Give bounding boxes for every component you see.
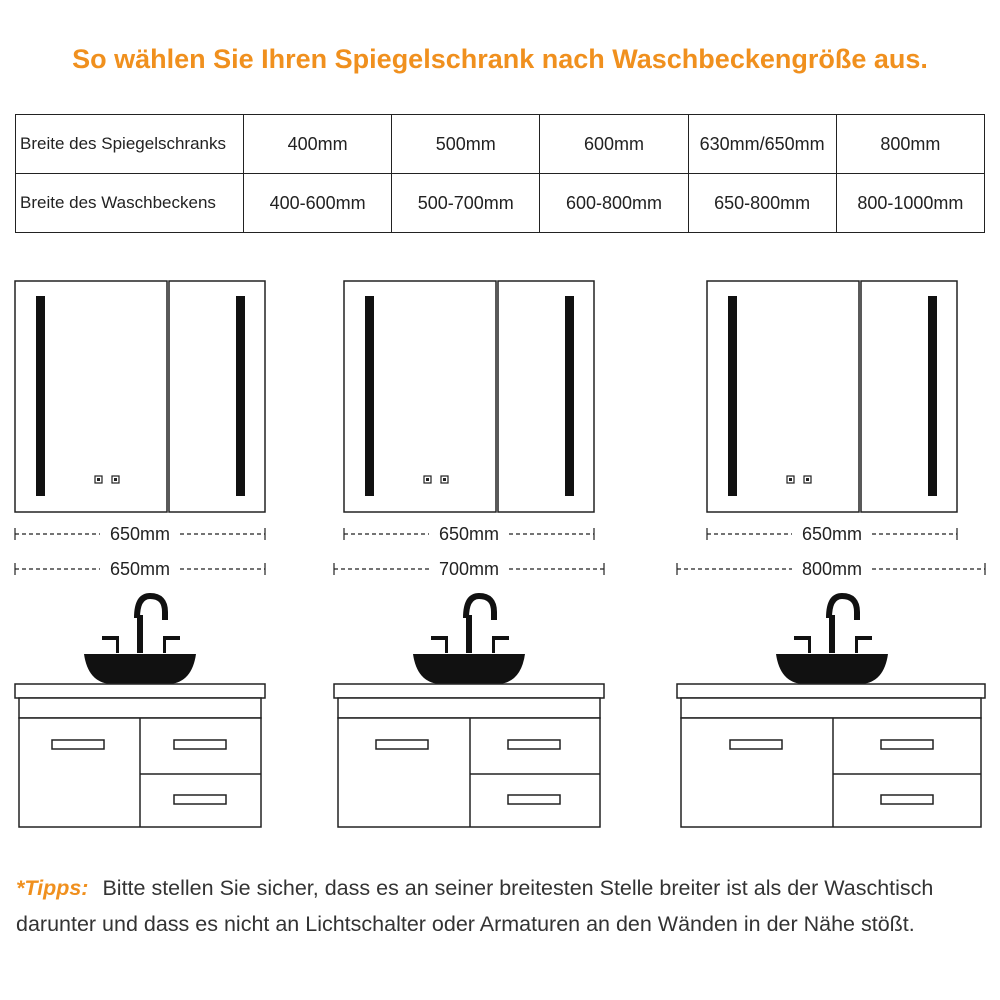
vanity-illustration — [677, 596, 985, 827]
basin-width-dimension — [334, 559, 604, 579]
vanity-illustration — [15, 596, 265, 827]
basin-width-dimension — [677, 559, 985, 579]
example-2 — [334, 281, 604, 827]
example-3 — [677, 281, 985, 827]
mirror-cabinet-illustration — [15, 281, 265, 512]
basin-width-dimension — [15, 559, 265, 579]
cabinet-width-label: 650mm — [801, 524, 863, 544]
table-row-basin-width — [16, 174, 985, 233]
table-cell: 600mm — [540, 115, 688, 174]
vanity-illustration — [334, 596, 604, 827]
size-table — [15, 114, 985, 233]
table-cell: 800mm — [836, 115, 984, 174]
cabinet-width-dimension — [344, 524, 594, 544]
row-label: Breite des Waschbeckens — [16, 174, 244, 233]
table-cell: 400mm — [244, 115, 392, 174]
mirror-cabinet-illustration — [344, 281, 594, 512]
basin-width-label: 800mm — [801, 559, 863, 579]
row-label: Breite des Spiegelschranks — [16, 115, 244, 174]
table-cell: 630mm/650mm — [688, 115, 836, 174]
basin-width-label: 700mm — [438, 559, 500, 579]
cabinet-width-dimension — [15, 524, 265, 544]
tips-label: *Tipps: — [16, 876, 89, 900]
table-cell: 650-800mm — [688, 174, 836, 233]
table-cell: 800-1000mm — [836, 174, 984, 233]
example-1 — [15, 281, 265, 827]
tips-text: Bitte stellen Sie sicher, dass es an seiner breitesten Stelle breiter ist als der Waschtisch darunter und dass es nicht an Lichtschalter oder Armaturen an den Wänden in der Nähe stößt. — [16, 876, 934, 936]
table-cell: 500mm — [392, 115, 540, 174]
cabinet-width-label: 650mm — [438, 524, 500, 544]
cabinet-width-label: 650mm — [109, 524, 171, 544]
table-cell: 500-700mm — [392, 174, 540, 233]
table-cell: 600-800mm — [540, 174, 688, 233]
page-title: So wählen Sie Ihren Spiegelschrank nach Waschbeckengröße aus. — [72, 44, 928, 74]
table-row-cabinet-width — [16, 115, 985, 174]
sizing-diagram — [0, 270, 1000, 850]
cabinet-width-dimension — [707, 524, 957, 544]
mirror-cabinet-illustration — [707, 281, 957, 512]
basin-width-label: 650mm — [109, 559, 171, 579]
tips-note — [16, 870, 986, 942]
table-cell: 400-600mm — [244, 174, 392, 233]
